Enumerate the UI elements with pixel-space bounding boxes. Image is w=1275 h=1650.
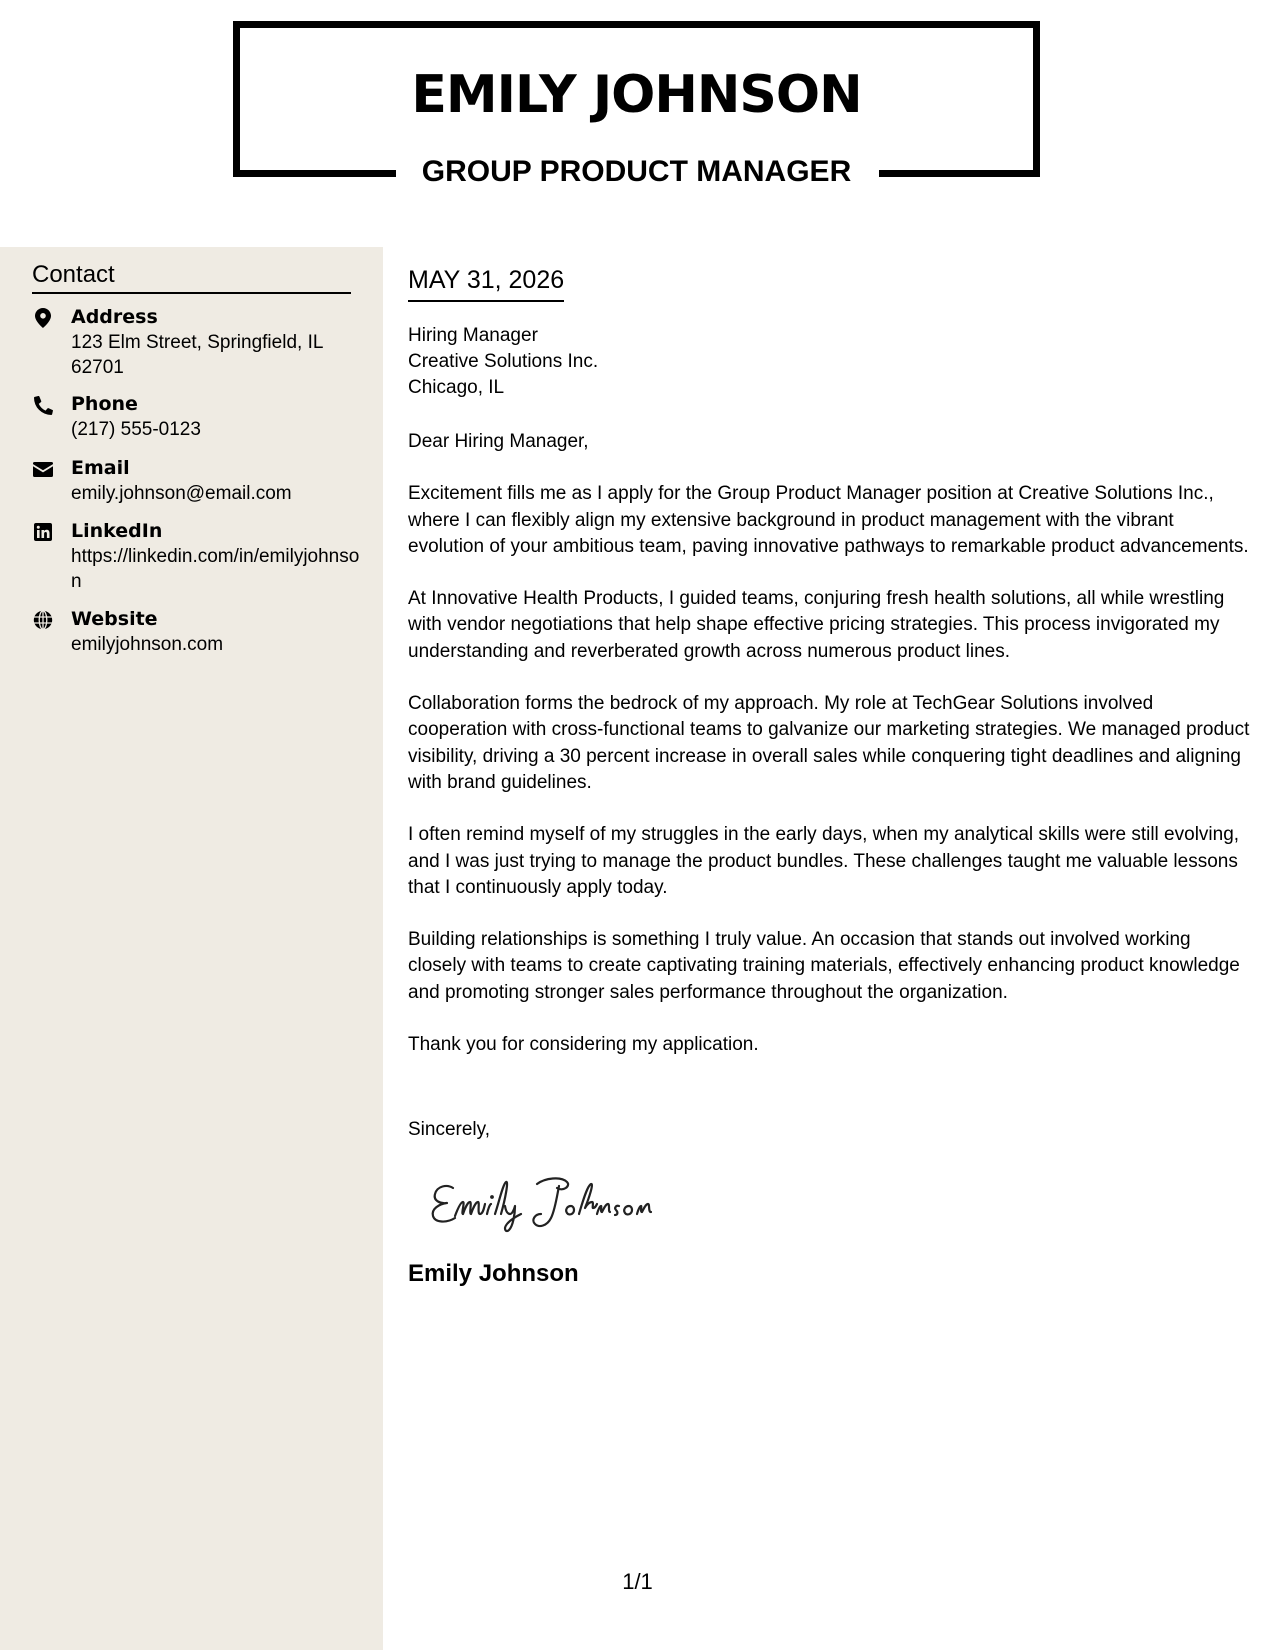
body-paragraph: Collaboration forms the bedrock of my approach. My role at TechGear Solutions involved cooperation with cross-functional teams to galvanize our marketing strategies. We managed product visibility, driving a 30 percent increase in overall sales while conquering tight deadlines and aligning with brand guidelines. — [408, 693, 1250, 793]
email-label: Email — [71, 457, 130, 479]
handwritten-signature — [425, 1170, 665, 1245]
linkedin-icon — [32, 521, 54, 543]
body-paragraph: At Innovative Health Products, I guided teams, conjuring fresh health solutions, all while wrestling with vendor negotiations that help shape effective pricing strategies. This process invigorated my understanding and reverberated growth across numerous product lines. — [408, 588, 1225, 662]
body-paragraph: Excitement fills me as I apply for the Group Product Manager position at Creative Solutions Inc., where I can flexibly align my extensive background in product management with the vibrant evolution of your ambitious team, paving innovative pathways to remarkable product advancements. — [408, 483, 1249, 557]
contact-address — [32, 305, 362, 378]
applicant-name: EMILY JOHNSON — [411, 65, 862, 125]
contact-website — [32, 607, 362, 657]
website-label: Website — [71, 608, 158, 630]
recipient-line: Creative Solutions Inc. — [408, 351, 599, 372]
job-title: GROUP PRODUCT MANAGER — [421, 155, 852, 188]
contact-heading: Contact — [32, 260, 351, 294]
map-pin-icon — [32, 307, 54, 329]
signed-name: Emily Johnson — [408, 1260, 579, 1287]
contact-phone — [32, 392, 362, 442]
closing-phrase: Sincerely, — [408, 1119, 491, 1140]
phone-label: Phone — [71, 393, 138, 415]
linkedin-label: LinkedIn — [71, 520, 163, 542]
contact-linkedin — [32, 519, 362, 592]
closing-paragraph: Thank you for considering my application. — [408, 1034, 759, 1056]
address-value: 123 Elm Street, Springfield, IL 62701 — [71, 332, 323, 378]
recipient-line: Hiring Manager — [408, 325, 538, 346]
contact-email — [32, 456, 362, 506]
recipient-line: Chicago, IL — [408, 377, 505, 398]
letter-date: MAY 31, 2026 — [408, 264, 564, 302]
address-label: Address — [71, 306, 158, 328]
envelope-icon — [32, 458, 54, 480]
page-number: 1/1 — [622, 1569, 653, 1594]
recipient-block — [408, 323, 598, 401]
body-paragraph: Building relationships is something I truly value. An occasion that stands out involved working closely with teams to create captivating training materials, effectively enhancing product knowledge and promoting stronger sales performance throughout the organization. — [408, 929, 1240, 1003]
email-value[interactable]: emily.johnson@email.com — [71, 483, 292, 504]
globe-icon — [32, 609, 54, 631]
phone-value[interactable]: (217) 555-0123 — [71, 419, 201, 440]
letter-body — [408, 429, 1253, 1084]
linkedin-value[interactable]: https://linkedin.com/in/emilyjohnson — [71, 546, 360, 592]
body-paragraph: I often remind myself of my struggles in the early days, when my analytical skills were still evolving, and I was just trying to manage the product bundles. These challenges taught me valuable lessons that I continuously apply today. — [408, 824, 1240, 898]
phone-icon — [32, 394, 54, 416]
salutation: Dear Hiring Manager, — [408, 431, 589, 452]
website-value[interactable]: emilyjohnson.com — [71, 634, 224, 655]
